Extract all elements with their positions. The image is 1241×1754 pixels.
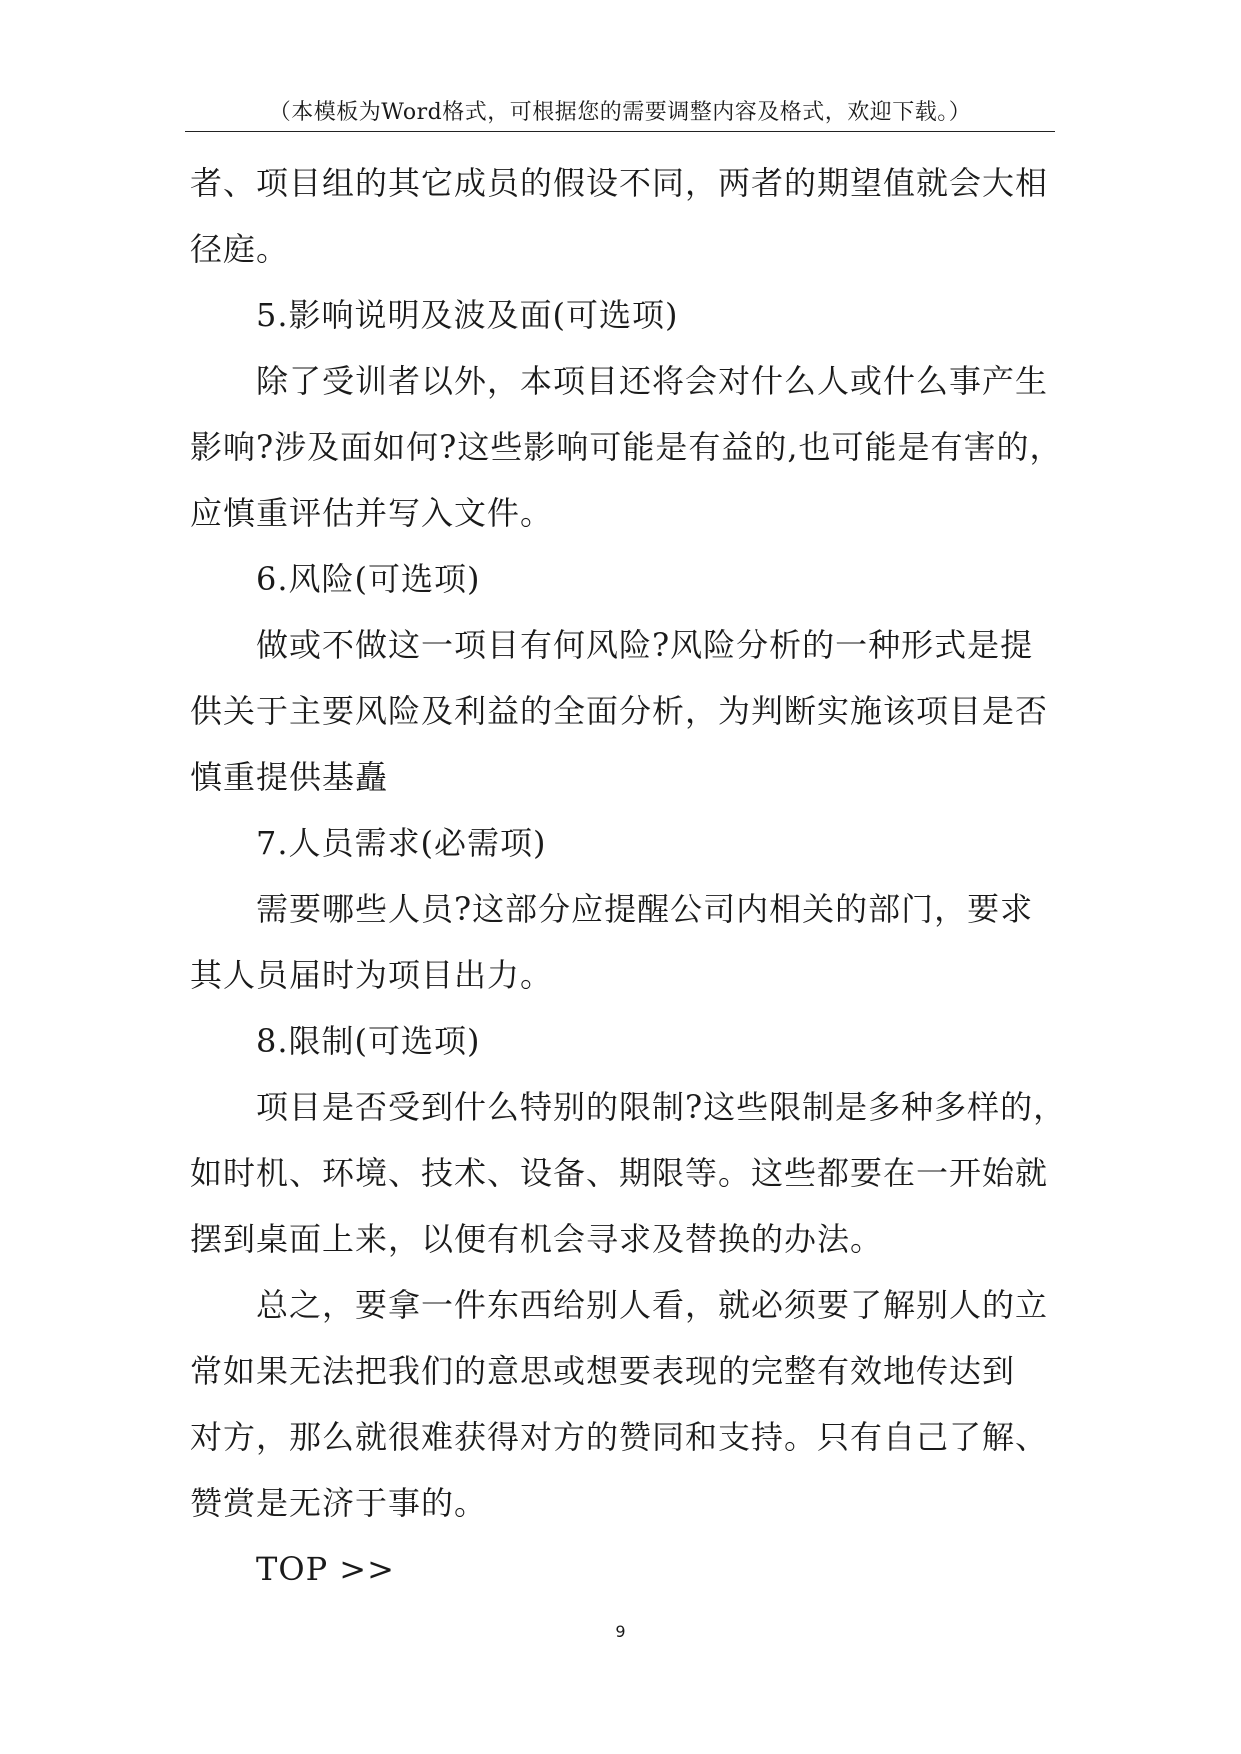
body-line: 做或不做这一项目有何风险?风险分析的一种形式是提	[256, 626, 1034, 664]
body-line: 摆到桌面上来，以便有机会寻求及替换的办法。	[190, 1220, 884, 1258]
body-line: 赞赏是无济于事的。	[190, 1484, 488, 1522]
document-body	[190, 150, 1070, 1602]
body-line: 对方，那么就很难获得对方的赞同和支持。只有自己了解、	[190, 1418, 1049, 1456]
body-line: 慎重提供基矗	[190, 758, 389, 796]
page-number: 9	[615, 1622, 626, 1641]
section-heading: 7.人员需求(必需项)	[256, 824, 547, 862]
section-heading: 6.风险(可选项)	[256, 560, 481, 598]
body-line: 应慎重评估并写入文件。	[190, 494, 554, 532]
body-line: 项目是否受到什么特别的限制?这些限制是多种多样的，	[256, 1088, 1067, 1126]
body-line: 如时机、环境、技术、设备、期限等。这些都要在一开始就	[190, 1154, 1049, 1192]
header-divider	[185, 131, 1055, 132]
body-line: 径庭。	[190, 230, 290, 268]
header-note: （本模板为Word格式，可根据您的需要调整内容及格式，欢迎下载。）	[268, 100, 972, 125]
body-line: 供关于主要风险及利益的全面分析，为判断实施该项目是否	[190, 692, 1049, 730]
body-line: 影响?涉及面如何?这些影响可能是有益的,也可能是有害的，	[190, 428, 1063, 466]
body-line: 除了受训者以外，本项目还将会对什么人或什么事产生	[256, 362, 1049, 400]
body-line: 其人员届时为项目出力。	[190, 956, 554, 994]
body-line: 常如果无法把我们的意思或想要表现的完整有效地传达到	[190, 1352, 1016, 1390]
body-line: 者、项目组的其它成员的假设不同，两者的期望值就会大相	[190, 164, 1049, 202]
body-line: 总之，要拿一件东西给别人看，就必须要了解别人的立	[256, 1286, 1049, 1324]
body-line: 需要哪些人员?这部分应提醒公司内相关的部门，要求	[256, 890, 1034, 928]
top-link[interactable]: TOP >>	[256, 1550, 395, 1588]
section-heading: 5.影响说明及波及面(可选项)	[256, 296, 679, 334]
section-heading: 8.限制(可选项)	[256, 1022, 481, 1060]
